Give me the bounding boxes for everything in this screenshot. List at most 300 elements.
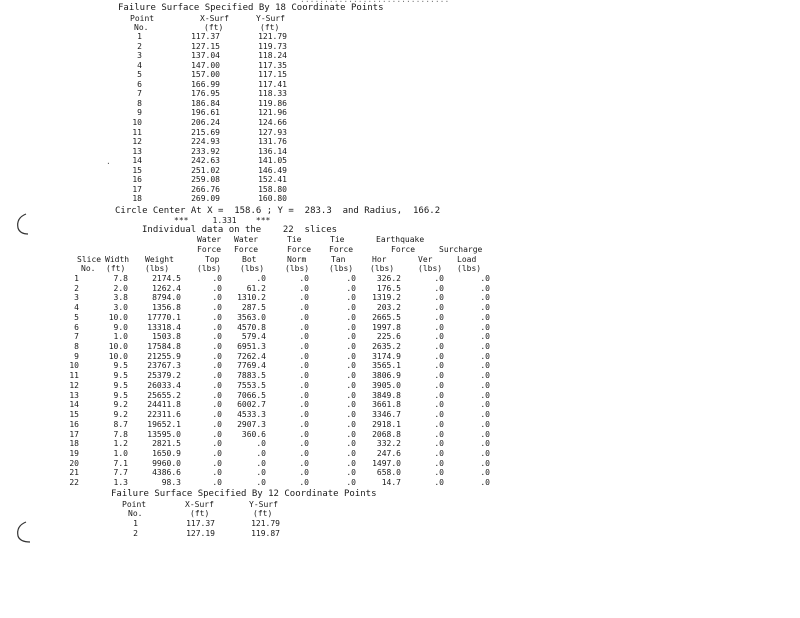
slice-no: 21	[69, 468, 79, 478]
surface1-point-no: 9	[137, 108, 142, 118]
slice-eq-ver: .0	[434, 390, 444, 400]
slice-surcharge: .0	[480, 468, 490, 478]
slice-eq-ver: .0	[434, 351, 444, 361]
slice-surcharge: .0	[480, 274, 490, 283]
slice-weight: 1356.8	[152, 303, 181, 313]
slice-width: 1.3	[113, 478, 128, 488]
slice-tie-tan: .0	[346, 400, 356, 410]
slice-tie-tan: .0	[346, 351, 356, 361]
surface1-x-value: 242.63	[191, 156, 220, 166]
surface1-x-value: 259.08	[191, 175, 220, 185]
slice-eq-hor: 332.2	[376, 439, 401, 449]
slice-eq-ver: .0	[434, 429, 444, 439]
surface1-x-value: 215.69	[191, 127, 220, 137]
slice-eq-ver: .0	[434, 468, 444, 478]
slice-tie-tan: .0	[346, 293, 356, 303]
slice-header-row4: (lbs)	[197, 264, 222, 273]
surface1-col-x: X-Surf	[200, 14, 229, 23]
slice-weight: 4386.6	[152, 468, 181, 478]
slice-width: 1.2	[113, 439, 128, 449]
slice-tie-norm: .0	[299, 274, 309, 283]
slice-width: 2.0	[113, 283, 128, 293]
slice-water-top: .0	[212, 468, 222, 478]
slice-header-row1: Water	[197, 235, 222, 244]
slice-width: 9.5	[113, 371, 128, 381]
slice-eq-ver: .0	[434, 293, 444, 303]
slice-width: 9.2	[113, 400, 128, 410]
slice-eq-ver: .0	[434, 419, 444, 429]
slice-header-row4: (lbs)	[240, 264, 265, 273]
slice-water-bot: .0	[256, 458, 266, 468]
surface1-x-value: 176.95	[191, 89, 220, 99]
slice-eq-hor: 2068.8	[372, 429, 401, 439]
slice-water-top: .0	[212, 400, 222, 410]
slice-weight: 22311.6	[147, 410, 181, 420]
slice-water-top: .0	[212, 351, 222, 361]
surface1-y-value: 117.41	[258, 79, 287, 89]
surface1-point-no: 11	[132, 127, 142, 137]
slice-water-bot: .0	[256, 274, 266, 283]
surface1-col-no: No.	[134, 23, 149, 32]
circle-center-line: Circle Center At X = 158.6 ; Y = 283.3 and Radius, 166.2	[115, 206, 441, 216]
slice-water-bot: 2907.3	[237, 419, 266, 429]
slice-weight: 13318.4	[147, 322, 181, 332]
slice-water-top: .0	[212, 274, 222, 283]
slice-tie-tan: .0	[346, 468, 356, 478]
slice-header-row4: (ft)	[106, 264, 126, 273]
surface1-point-no: 14	[132, 156, 142, 166]
slice-tie-tan: .0	[346, 303, 356, 313]
surface2-title: Failure Surface Specified By 12 Coordinate Points	[111, 489, 377, 499]
slice-water-bot: 7769.4	[237, 361, 266, 371]
slice-tie-norm: .0	[299, 419, 309, 429]
slice-header-row4: (lbs)	[145, 264, 170, 273]
surface2-col-y: Y-Surf	[249, 500, 278, 509]
surface1-y-value: 119.73	[258, 41, 287, 51]
surface1-y-value: 136.14	[258, 146, 287, 156]
slice-water-top: .0	[212, 439, 222, 449]
surface2-col-point: Point	[122, 500, 147, 509]
slice-tie-norm: .0	[299, 439, 309, 449]
slice-width: 7.7	[113, 468, 128, 478]
slice-eq-hor: 3565.1	[372, 361, 401, 371]
surface1-x-value: 186.84	[191, 98, 220, 108]
slice-eq-hor: 14.7	[381, 478, 401, 488]
slice-tie-tan: .0	[346, 448, 356, 458]
slice-tie-norm: .0	[299, 400, 309, 410]
slice-water-top: .0	[212, 283, 222, 293]
slice-water-top: .0	[212, 448, 222, 458]
slice-tie-norm: .0	[299, 303, 309, 313]
slice-tie-tan: .0	[346, 458, 356, 468]
slice-tie-norm: .0	[299, 468, 309, 478]
slice-width: 7.8	[113, 429, 128, 439]
slice-tie-norm: .0	[299, 448, 309, 458]
surface2-point-no: 1	[133, 519, 138, 528]
slice-tie-norm: .0	[299, 371, 309, 381]
slice-weight: 2174.5	[152, 274, 181, 283]
slice-tie-norm: .0	[299, 429, 309, 439]
slice-no: 11	[69, 371, 79, 381]
slice-weight: 24411.8	[147, 400, 181, 410]
surface1-y-value: 152.41	[258, 175, 287, 185]
stray-mark: .	[106, 157, 111, 166]
slice-surcharge: .0	[480, 283, 490, 293]
slice-tie-tan: .0	[346, 478, 356, 488]
slice-header-row4: (lbs)	[329, 264, 354, 273]
slice-eq-hor: 1497.0	[372, 458, 401, 468]
slice-no: 1	[74, 274, 79, 283]
factor-of-safety-line: *** 1.331 ***	[174, 216, 271, 225]
slice-width: 1.0	[113, 448, 128, 458]
slice-eq-hor: 3346.7	[372, 410, 401, 420]
slice-weight: 9960.0	[152, 458, 181, 468]
slice-water-bot: .0	[256, 478, 266, 488]
slice-eq-ver: .0	[434, 439, 444, 449]
slice-weight: 8794.0	[152, 293, 181, 303]
surface1-x-value: 157.00	[191, 70, 220, 80]
surface1-x-value: 269.09	[191, 194, 220, 204]
slice-no: 22	[69, 478, 79, 488]
slice-surcharge: .0	[480, 410, 490, 420]
slice-weight: 1650.9	[152, 448, 181, 458]
slice-tie-tan: .0	[346, 371, 356, 381]
surface1-y-value: 119.86	[258, 98, 287, 108]
slice-width: 10.0	[108, 312, 128, 322]
slice-water-top: .0	[212, 361, 222, 371]
slice-surcharge: .0	[480, 419, 490, 429]
slice-surcharge: .0	[480, 342, 490, 352]
slice-header-row3: Hor	[372, 255, 387, 264]
slice-no: 6	[74, 322, 79, 332]
slice-no: 3	[74, 293, 79, 303]
slice-eq-hor: 176.5	[376, 283, 401, 293]
slice-eq-hor: 247.6	[376, 448, 401, 458]
slice-eq-ver: .0	[434, 303, 444, 313]
slice-water-top: .0	[212, 293, 222, 303]
slice-water-bot: 3563.0	[237, 312, 266, 322]
slice-surcharge: .0	[480, 448, 490, 458]
slice-eq-hor: 3661.8	[372, 400, 401, 410]
slice-eq-ver: .0	[434, 312, 444, 322]
slice-water-bot: 61.2	[246, 283, 266, 293]
surface1-y-value: 117.15	[258, 70, 287, 80]
slice-no: 20	[69, 458, 79, 468]
slice-header-row1: Tie	[330, 235, 345, 244]
surface1-y-value: 124.66	[258, 117, 287, 127]
surface1-point-no: 6	[137, 79, 142, 89]
slice-header-row3: Top	[205, 255, 220, 264]
slice-no: 8	[74, 342, 79, 352]
surface1-point-no: 8	[137, 98, 142, 108]
slice-eq-hor: 3174.9	[372, 351, 401, 361]
surface1-y-value: 158.80	[258, 184, 287, 194]
slice-header-row2: Force	[287, 245, 312, 254]
slice-header-row2: Force	[234, 245, 259, 254]
slice-no: 16	[69, 419, 79, 429]
surface1-point-no: 12	[132, 137, 142, 147]
surface2-col-y-unit: (ft)	[253, 509, 273, 518]
surface1-col-x-unit: (ft)	[204, 23, 224, 32]
surface1-point-no: 5	[137, 70, 142, 80]
slice-water-bot: 579.4	[241, 332, 266, 342]
slice-water-top: .0	[212, 312, 222, 322]
slice-water-bot: 7262.4	[237, 351, 266, 361]
slice-eq-hor: 326.2	[376, 274, 401, 283]
slice-water-top: .0	[212, 419, 222, 429]
slice-weight: 98.3	[161, 478, 181, 488]
slice-header-row4: (lbs)	[285, 264, 310, 273]
slice-no: 13	[69, 390, 79, 400]
surface1-point-no: 7	[137, 89, 142, 99]
slice-eq-hor: 203.2	[376, 303, 401, 313]
surface1-x-value: 117.37	[191, 32, 220, 41]
slice-eq-hor: 2918.1	[372, 419, 401, 429]
slice-eq-hor: 3849.8	[372, 390, 401, 400]
surface1-x-value: 251.02	[191, 165, 220, 175]
surface2-y-value: 121.79	[251, 519, 280, 528]
slice-weight: 2821.5	[152, 439, 181, 449]
slice-water-bot: .0	[256, 448, 266, 458]
slice-header-row3: Weight	[145, 255, 174, 264]
binder-hole-mark-bottom	[14, 520, 38, 544]
surface1-y-value: 127.93	[258, 127, 287, 137]
slice-water-bot: 1310.2	[237, 293, 266, 303]
surface1-y-value: 118.33	[258, 89, 287, 99]
surface1-y-value: 118.24	[258, 51, 287, 61]
slice-weight: 1262.4	[152, 283, 181, 293]
slice-width: 9.5	[113, 390, 128, 400]
surface1-y-value: 131.76	[258, 137, 287, 147]
slice-no: 10	[69, 361, 79, 371]
slice-width: 8.7	[113, 419, 128, 429]
surface1-point-no: 3	[137, 51, 142, 61]
slice-water-bot: 287.5	[241, 303, 266, 313]
slice-tie-tan: .0	[346, 410, 356, 420]
slice-water-top: .0	[212, 429, 222, 439]
slice-water-bot: .0	[256, 468, 266, 478]
slice-surcharge: .0	[480, 380, 490, 390]
slice-tie-norm: .0	[299, 312, 309, 322]
slice-water-top: .0	[212, 332, 222, 342]
slice-eq-ver: .0	[434, 458, 444, 468]
surface1-x-value: 196.61	[191, 108, 220, 118]
slice-no: 7	[74, 332, 79, 342]
slice-eq-hor: 658.0	[376, 468, 401, 478]
slice-width: 3.0	[113, 303, 128, 313]
slice-no: 2	[74, 283, 79, 293]
slice-tie-norm: .0	[299, 478, 309, 488]
surface1-x-value: 206.24	[191, 117, 220, 127]
slice-header-row4: (lbs)	[418, 264, 443, 273]
surface1-point-no: 10	[132, 117, 142, 127]
slice-water-bot: 4570.8	[237, 322, 266, 332]
surface1-col-y-unit: (ft)	[260, 23, 280, 32]
slice-tie-norm: .0	[299, 322, 309, 332]
slice-tie-norm: .0	[299, 342, 309, 352]
slice-eq-ver: .0	[434, 478, 444, 488]
surface1-x-value: 127.15	[191, 41, 220, 51]
slice-tie-norm: .0	[299, 293, 309, 303]
slice-eq-hor: 3905.0	[372, 380, 401, 390]
slice-header-row3: Tan	[331, 255, 346, 264]
slice-tie-norm: .0	[299, 332, 309, 342]
slice-weight: 25655.2	[147, 390, 181, 400]
slice-tie-tan: .0	[346, 419, 356, 429]
slice-water-bot: 7066.5	[237, 390, 266, 400]
slice-weight: 21255.9	[147, 351, 181, 361]
surface1-x-value: 137.04	[191, 51, 220, 61]
slice-width: 3.8	[113, 293, 128, 303]
surface1-point-no: 15	[132, 165, 142, 175]
slice-width: 10.0	[108, 351, 128, 361]
slice-no: 14	[69, 400, 79, 410]
slice-header-row2: Surcharge	[439, 245, 483, 254]
slice-weight: 17584.8	[147, 342, 181, 352]
slice-width: 10.0	[108, 342, 128, 352]
slice-eq-ver: .0	[434, 410, 444, 420]
surface1-y-value: 160.80	[258, 194, 287, 204]
slice-tie-norm: .0	[299, 410, 309, 420]
slice-surcharge: .0	[480, 458, 490, 468]
slice-eq-ver: .0	[434, 274, 444, 283]
slice-width: 7.1	[113, 458, 128, 468]
slice-width: 9.5	[113, 361, 128, 371]
slice-header-row3: Slice	[77, 255, 102, 264]
slice-surcharge: .0	[480, 429, 490, 439]
slice-water-top: .0	[212, 380, 222, 390]
slice-tie-tan: .0	[346, 361, 356, 371]
slice-water-top: .0	[212, 342, 222, 352]
slice-water-top: .0	[212, 410, 222, 420]
slice-eq-ver: .0	[434, 342, 444, 352]
slice-eq-hor: 1997.8	[372, 322, 401, 332]
slice-water-top: .0	[212, 390, 222, 400]
slice-width: 7.8	[113, 274, 128, 283]
surface1-title: Failure Surface Specified By 18 Coordinate Points	[118, 3, 384, 13]
binder-hole-mark-top	[14, 212, 38, 236]
slice-header-row1: Tie	[287, 235, 302, 244]
slice-surcharge: .0	[480, 293, 490, 303]
slice-eq-hor: 2665.5	[372, 312, 401, 322]
slice-surcharge: .0	[480, 312, 490, 322]
slice-surcharge: .0	[480, 390, 490, 400]
slice-eq-ver: .0	[434, 283, 444, 293]
slice-eq-ver: .0	[434, 448, 444, 458]
slice-eq-hor: 2635.2	[372, 342, 401, 352]
slice-eq-ver: .0	[434, 322, 444, 332]
slice-weight: 1503.8	[152, 332, 181, 342]
slice-surcharge: .0	[480, 478, 490, 488]
surface1-point-no: 18	[132, 194, 142, 204]
slice-tie-norm: .0	[299, 351, 309, 361]
slice-header-row4: No.	[81, 264, 96, 273]
slice-surcharge: .0	[480, 332, 490, 342]
slice-water-bot: 7553.5	[237, 380, 266, 390]
slice-tie-tan: .0	[346, 439, 356, 449]
surface2-x-value: 117.37	[186, 519, 215, 528]
surface2-col-no: No.	[128, 509, 143, 518]
slice-water-top: .0	[212, 371, 222, 381]
slice-tie-norm: .0	[299, 380, 309, 390]
slice-header-row1: Water	[234, 235, 259, 244]
slice-width: 1.0	[113, 332, 128, 342]
slice-water-top: .0	[212, 303, 222, 313]
slice-surcharge: .0	[480, 439, 490, 449]
surface2-col-x: X-Surf	[185, 500, 214, 509]
slice-surcharge: .0	[480, 322, 490, 332]
slice-surcharge: .0	[480, 361, 490, 371]
slice-eq-ver: .0	[434, 380, 444, 390]
slice-weight: 26033.4	[147, 380, 181, 390]
slice-no: 5	[74, 312, 79, 322]
surface1-x-value: 166.99	[191, 79, 220, 89]
slice-tie-tan: .0	[346, 342, 356, 352]
slice-no: 12	[69, 380, 79, 390]
slice-no: 4	[74, 303, 79, 313]
slice-tie-tan: .0	[346, 332, 356, 342]
slice-eq-hor: 225.6	[376, 332, 401, 342]
slice-water-bot: .0	[256, 439, 266, 449]
slice-tie-tan: .0	[346, 380, 356, 390]
slice-header-row4: (lbs)	[370, 264, 395, 273]
surface1-point-no: 13	[132, 146, 142, 156]
slice-surcharge: .0	[480, 400, 490, 410]
slice-header-row2: Force	[197, 245, 222, 254]
slice-eq-ver: .0	[434, 371, 444, 381]
surface1-x-value: 233.92	[191, 146, 220, 156]
slice-water-top: .0	[212, 458, 222, 468]
surface1-point-no: 17	[132, 184, 142, 194]
slice-weight: 17770.1	[147, 312, 181, 322]
slice-no: 15	[69, 410, 79, 420]
slice-tie-tan: .0	[346, 274, 356, 283]
slice-tie-tan: .0	[346, 390, 356, 400]
surface1-x-value: 224.93	[191, 137, 220, 147]
surface1-y-value: 146.49	[258, 165, 287, 175]
slice-eq-ver: .0	[434, 400, 444, 410]
surface1-point-no: 1	[137, 32, 142, 41]
slice-water-bot: 6002.7	[237, 400, 266, 410]
slices-intro: Individual data on the 22 slices	[142, 225, 338, 235]
slice-water-top: .0	[212, 322, 222, 332]
slice-no: 9	[74, 351, 79, 361]
slice-header-row3: Bot	[242, 255, 257, 264]
surface1-point-no: 4	[137, 60, 142, 70]
surface2-point-no: 2	[133, 529, 138, 538]
slice-tie-norm: .0	[299, 283, 309, 293]
slice-tie-norm: .0	[299, 361, 309, 371]
slice-surcharge: .0	[480, 351, 490, 361]
slice-surcharge: .0	[480, 371, 490, 381]
slice-header-row3: Norm	[287, 255, 307, 264]
slice-weight: 19652.1	[147, 419, 181, 429]
surface1-x-value: 147.00	[191, 60, 220, 70]
slice-no: 18	[69, 439, 79, 449]
slice-header-row3: Ver	[418, 255, 433, 264]
slice-no: 17	[69, 429, 79, 439]
slice-tie-norm: .0	[299, 390, 309, 400]
surface1-col-point: Point	[130, 14, 155, 23]
slice-no: 19	[69, 448, 79, 458]
slice-water-bot: 4533.3	[237, 410, 266, 420]
surface1-x-value: 266.76	[191, 184, 220, 194]
slice-tie-tan: .0	[346, 312, 356, 322]
surface1-y-value: 121.79	[258, 32, 287, 41]
slice-surcharge: .0	[480, 303, 490, 313]
slice-width: 9.2	[113, 410, 128, 420]
surface1-point-no: 2	[137, 41, 142, 51]
